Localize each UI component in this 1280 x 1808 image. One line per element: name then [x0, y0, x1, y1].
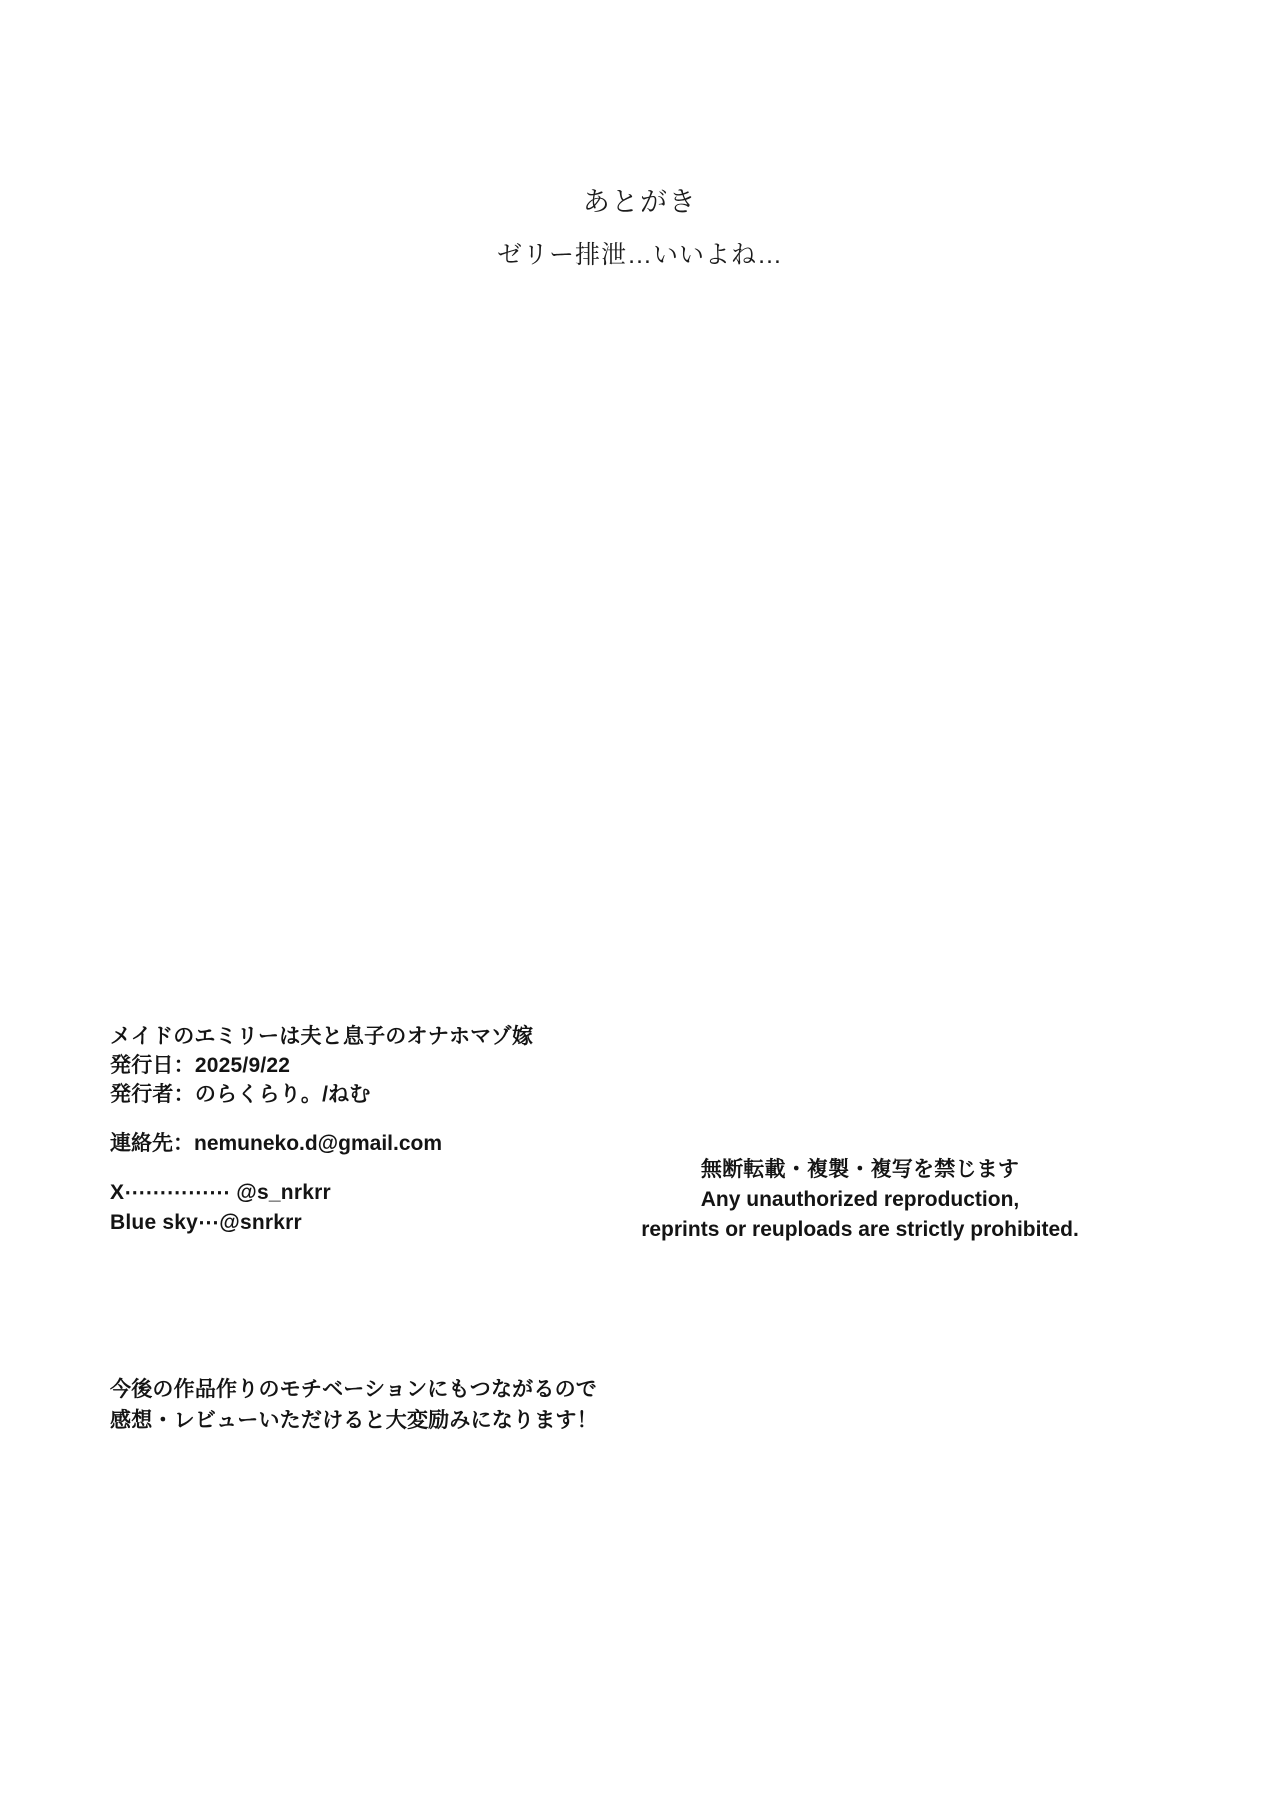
publish-date: 発行日：2025/9/22: [110, 1054, 291, 1077]
notice-english-line1: Any unauthorized reproduction,: [700, 1188, 1020, 1211]
footer-message-line2: 感想・レビューいただけると大変励みになります！: [110, 1409, 598, 1432]
afterword-body: ゼリー排泄…いいよね…: [496, 241, 783, 270]
colophon-spacer: [110, 1109, 830, 1129]
footer-message-line1: 今後の作品作りのモチベーションにもつながるので: [110, 1378, 597, 1401]
copyright-notice: [520, 1155, 1200, 1245]
notice-english-line2: reprints or reuploads are strictly prohibited.: [641, 1218, 1079, 1241]
social-handle-bluesky: Blue sky⋯@snrkrr: [110, 1211, 302, 1234]
afterword-title: あとがき: [582, 187, 698, 217]
publisher: 発行者：のらくらり。/ねむ: [110, 1083, 371, 1106]
afterword-section: [0, 186, 1280, 272]
contact-email: 連絡先：nemuneko.d@gmail.com: [110, 1132, 443, 1155]
social-handle-x: X⋯⋯⋯⋯⋯ @s_nrkrr: [110, 1181, 331, 1204]
footer-message: [110, 1374, 910, 1436]
notice-japanese: 無断転載・複製・複写を禁じます: [700, 1158, 1020, 1181]
work-title: メイドのエミリーは夫と息子のオナホマゾ嫁: [110, 1025, 534, 1048]
